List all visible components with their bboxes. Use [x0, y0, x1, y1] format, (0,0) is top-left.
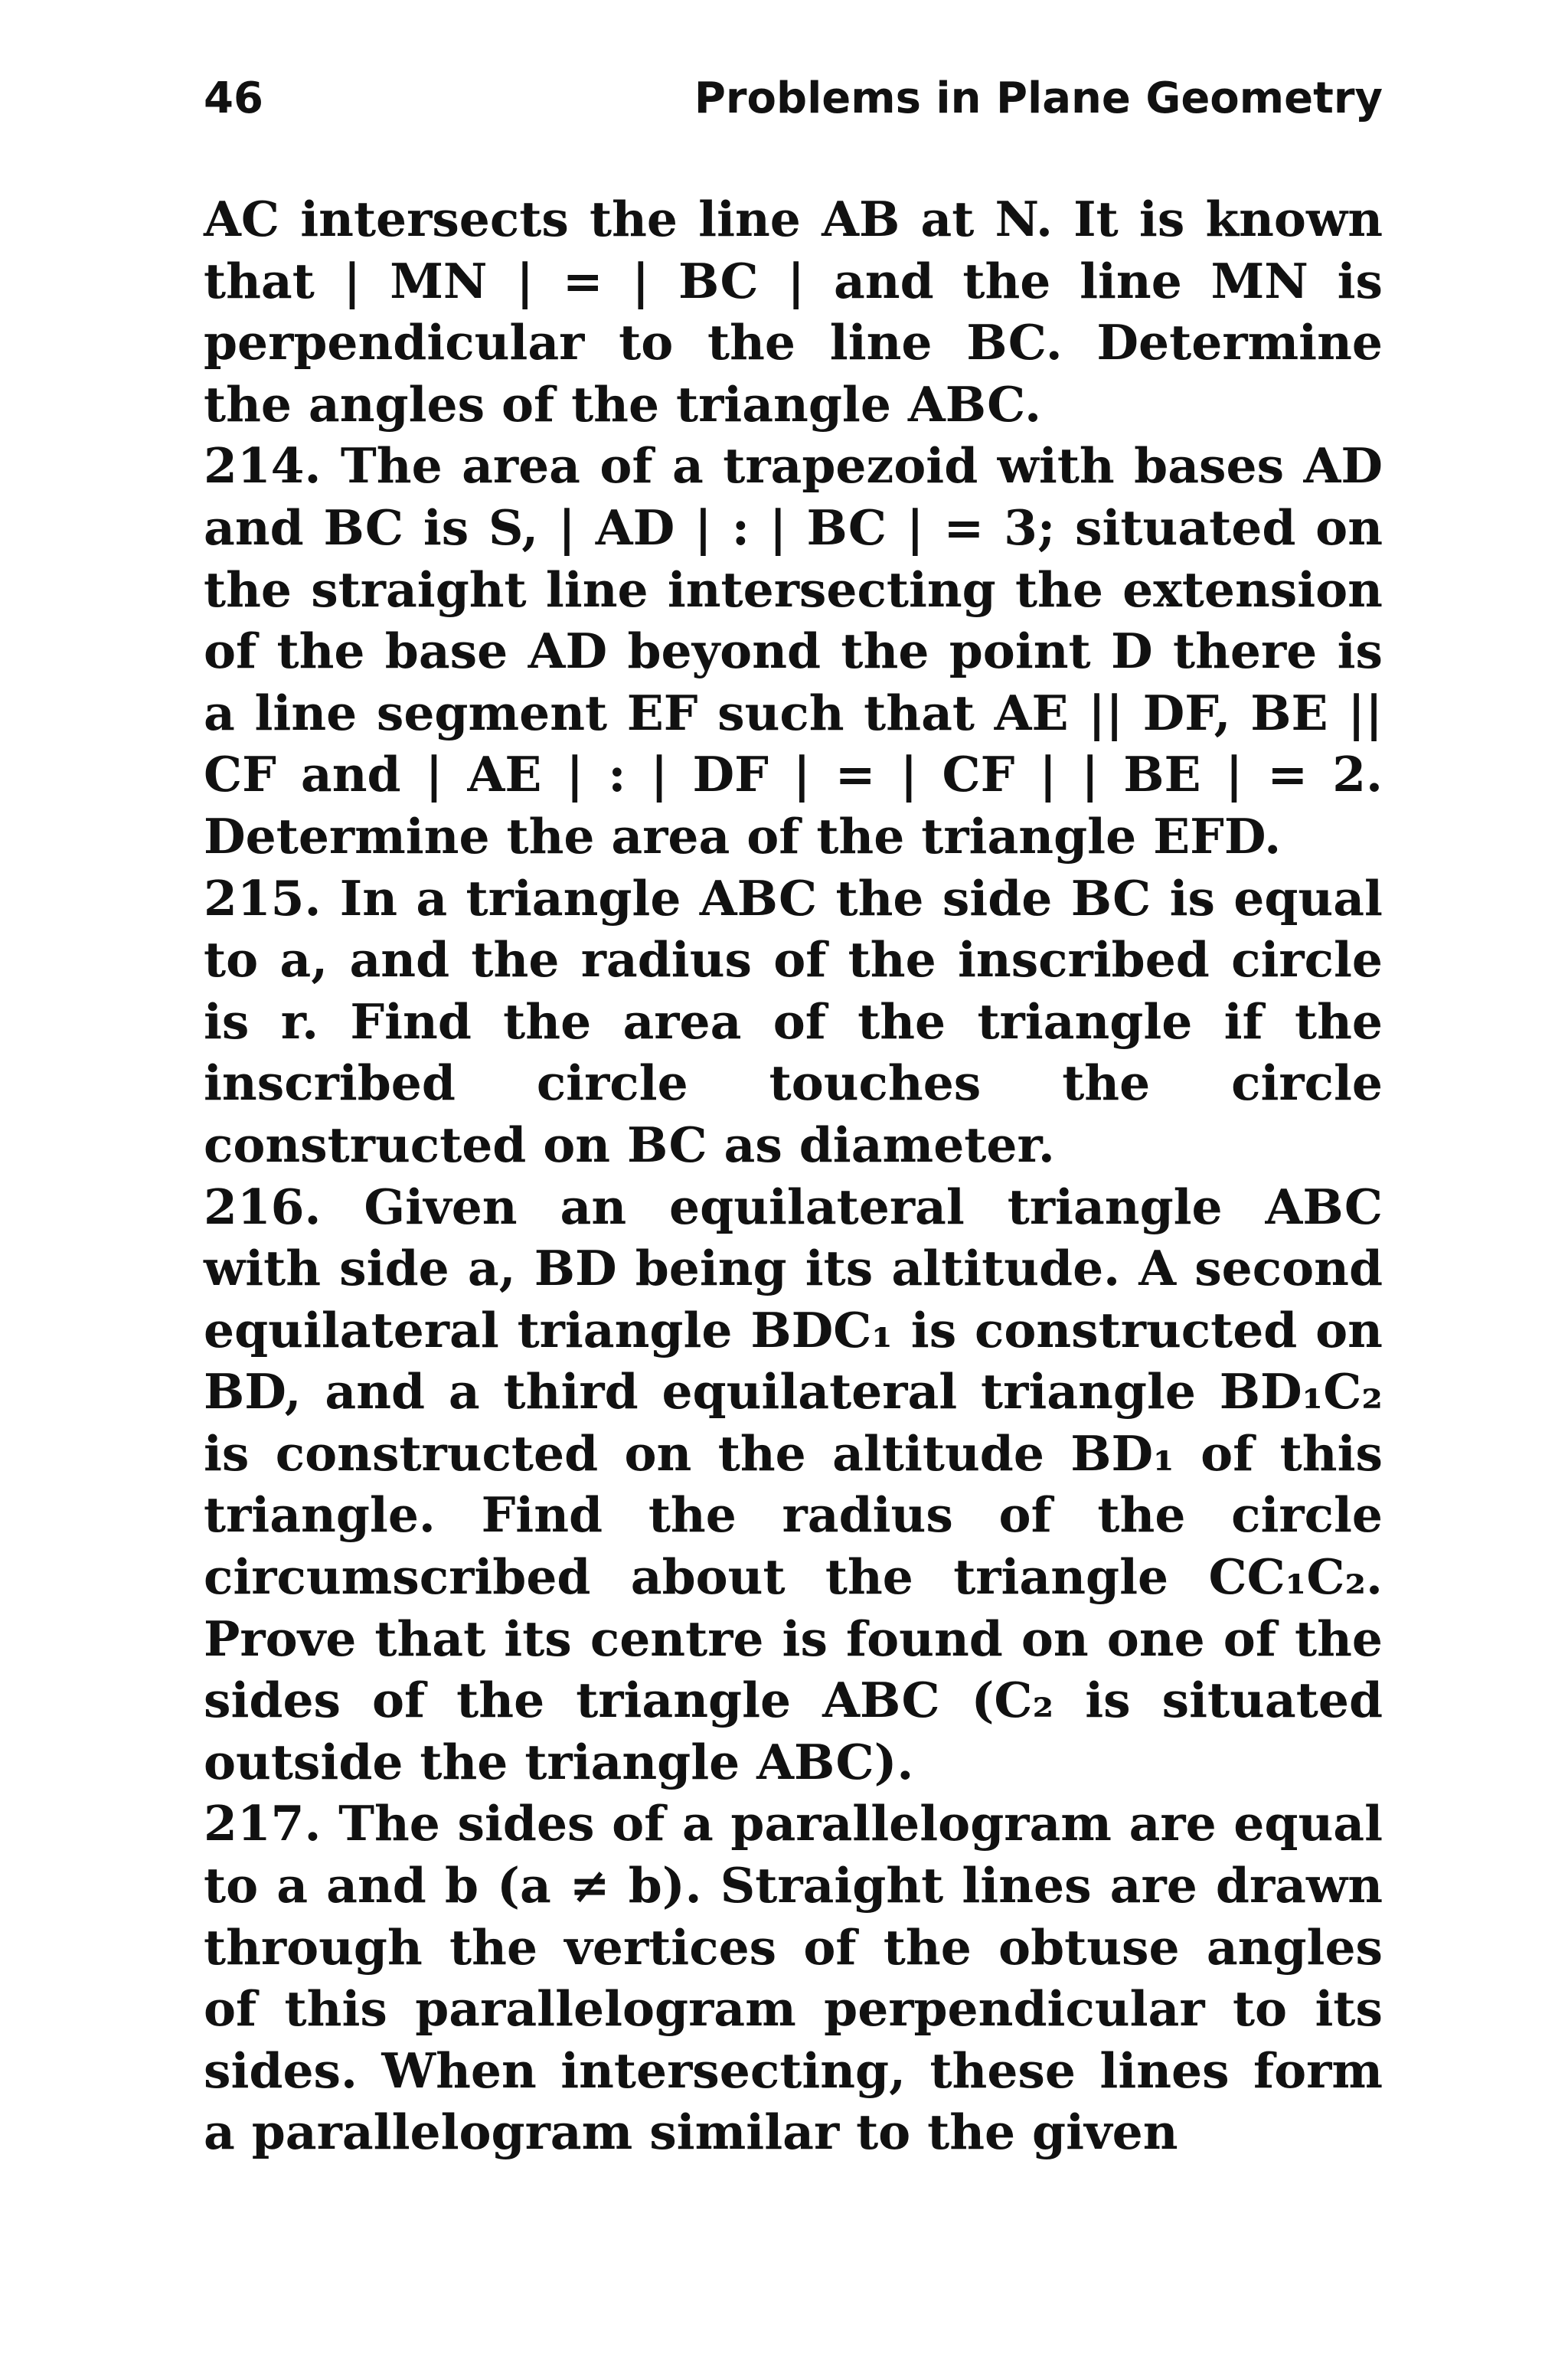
paragraph-text: In a triangle ABC the side BC is equal to a, and the radius of the inscribed circle is r. Find the area of the triangle if the inscribed circle touches the circle constructed on BC as diameter.	[204, 869, 1383, 1173]
page-number: 46	[204, 74, 263, 123]
running-title: Problems in Plane Geometry	[694, 74, 1383, 123]
problem-216	[204, 1176, 1383, 1793]
paragraph-text: The area of a trapezoid with bases AD and BC is S, | AD | : | BC | = 3; situated on the straight line intersecting the extension of the base AD beyond the point D there is a line segment EF such that AE || DF, BE || CF and | AE | : | DF | = | CF | | BE | = 2. Determine the area of the triangle EFD.	[204, 437, 1383, 865]
problem-213-continuation	[204, 188, 1383, 435]
paragraph-text: AC intersects the line AB at N. It is known that | MN | = | BC | and the line MN is perpendicular to the line BC. Determine the angles of the triangle ABC.	[204, 191, 1383, 433]
problem-215	[204, 868, 1383, 1176]
problem-number: 215.	[204, 869, 322, 927]
page-header	[204, 74, 1383, 135]
problem-number: 217.	[204, 1795, 322, 1852]
problem-217	[204, 1793, 1383, 2163]
problem-214	[204, 435, 1383, 867]
body-text	[204, 188, 1383, 2163]
problem-number: 214.	[204, 437, 322, 495]
paragraph-text: Given an equilateral triangle ABC with side a, BD being its altitude. A second equilateral triangle BDC₁ is constructed on BD, and a third equilateral triangle BD₁C₂ is constructed on the altitude BD₁ of this triangle. Find the radius of the circle circumscribed about the triangle CC₁C₂. Prove that its centre is found on one of the sides of the triangle ABC (C₂ is situated outside the triangle ABC).	[204, 1178, 1383, 1790]
problem-number: 216.	[204, 1178, 322, 1235]
paragraph-text: The sides of a parallelogram are equal to a and b (a ≠ b). Straight lines are drawn through the vertices of the obtuse angles of this parallelogram perpendicular to its sides. When intersecting, these lines form a parallelogram similar to the given	[204, 1795, 1383, 2161]
